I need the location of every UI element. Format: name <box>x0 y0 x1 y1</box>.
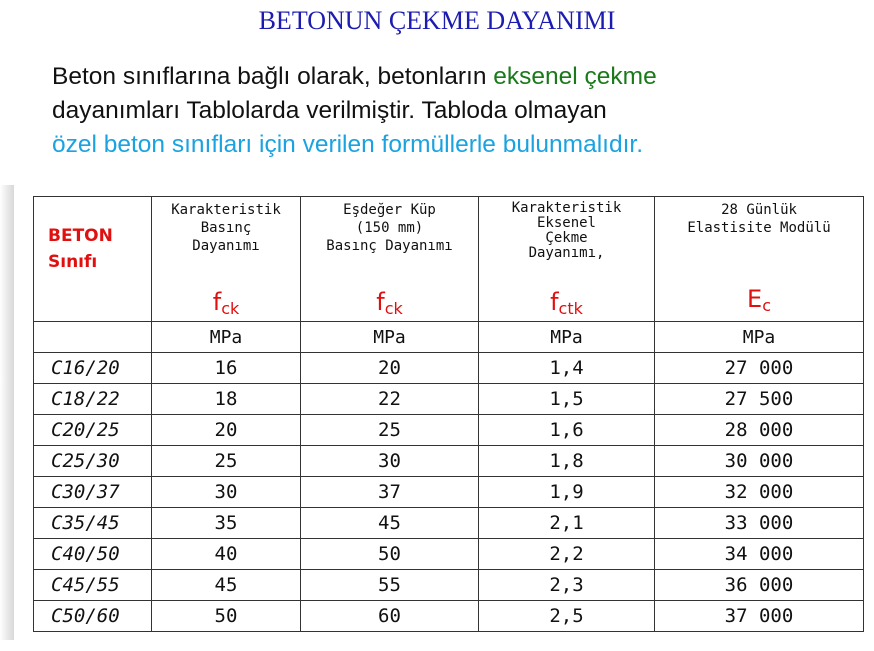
table-row <box>34 353 864 384</box>
value-cell: 2,3 <box>479 570 655 601</box>
header-desc: Eşdeğer Küp (150 mm) Basınç Dayanımı <box>326 202 453 254</box>
value-cell: 55 <box>301 570 479 601</box>
concrete-class-cell: C50/60 <box>34 601 152 632</box>
concrete-class-cell: C20/25 <box>34 415 152 446</box>
table-row <box>34 477 864 508</box>
intro-line-1 <box>52 60 852 94</box>
value-cell: 2,2 <box>479 539 655 570</box>
value-cell: 36 000 <box>655 570 864 601</box>
value-cell: 1,9 <box>479 477 655 508</box>
unit-cell: MPa <box>655 322 864 353</box>
concrete-class-cell: C30/37 <box>34 477 152 508</box>
header-desc: Karakteristik Basınç Dayanımı <box>171 202 281 254</box>
value-cell: 1,8 <box>479 446 655 477</box>
value-cell: 50 <box>152 601 301 632</box>
concrete-class-cell: C35/45 <box>34 508 152 539</box>
beton-class-label: BETON Sınıfı <box>48 226 113 272</box>
table-row <box>34 446 864 477</box>
value-cell: 40 <box>152 539 301 570</box>
header-fck-cube <box>301 197 479 322</box>
value-cell: 34 000 <box>655 539 864 570</box>
table-row <box>34 384 864 415</box>
value-cell: 18 <box>152 384 301 415</box>
table-row <box>34 601 864 632</box>
value-cell: 45 <box>301 508 479 539</box>
header-symbol: $f_{ck}$ <box>212 288 240 318</box>
intro-line-3-highlight: özel beton sınıfları için verilen formüllerle bulunmalıdır. <box>52 131 644 158</box>
concrete-class-cell: C40/50 <box>34 539 152 570</box>
header-symbol: $E_c$ <box>747 285 771 315</box>
highlight-green: eksenel çekme <box>493 63 657 90</box>
unit-cell: MPa <box>301 322 479 353</box>
concrete-class-cell: C45/55 <box>34 570 152 601</box>
value-cell: 20 <box>152 415 301 446</box>
value-cell: 30 000 <box>655 446 864 477</box>
left-edge-shadow <box>0 185 14 640</box>
value-cell: 1,5 <box>479 384 655 415</box>
header-symbol: $f_{ck}$ <box>376 288 403 318</box>
value-cell: 22 <box>301 384 479 415</box>
value-cell: 27 500 <box>655 384 864 415</box>
value-cell: 28 000 <box>655 415 864 446</box>
value-cell: 60 <box>301 601 479 632</box>
header-ec <box>655 197 864 322</box>
table-row <box>34 508 864 539</box>
value-cell: 30 <box>301 446 479 477</box>
concrete-strength-table <box>33 196 864 632</box>
concrete-class-cell: C25/30 <box>34 446 152 477</box>
value-cell: 2,5 <box>479 601 655 632</box>
table-body <box>34 353 864 632</box>
header-desc: 28 Günlük Elastisite Modülü <box>687 202 831 236</box>
value-cell: 20 <box>301 353 479 384</box>
table-row <box>34 539 864 570</box>
unit-cell-empty <box>34 322 152 353</box>
header-symbol: $f_{ctk}$ <box>550 288 583 318</box>
value-cell: 2,1 <box>479 508 655 539</box>
value-cell: 45 <box>152 570 301 601</box>
value-cell: 16 <box>152 353 301 384</box>
value-cell: 35 <box>152 508 301 539</box>
value-cell: 37 000 <box>655 601 864 632</box>
value-cell: 25 <box>152 446 301 477</box>
unit-row <box>34 322 864 353</box>
value-cell: 37 <box>301 477 479 508</box>
value-cell: 1,4 <box>479 353 655 384</box>
intro-line-2: dayanımları Tablolarda verilmiştir. Tabloda olmayan <box>52 97 607 124</box>
value-cell: 30 <box>152 477 301 508</box>
unit-cell: MPa <box>152 322 301 353</box>
intro-paragraph <box>52 60 852 162</box>
intro-text: Beton sınıflarına bağlı olarak, betonların <box>52 63 494 90</box>
header-fck <box>152 197 301 322</box>
concrete-class-cell: C18/22 <box>34 384 152 415</box>
table-row <box>34 570 864 601</box>
value-cell: 32 000 <box>655 477 864 508</box>
header-row <box>34 197 864 322</box>
unit-cell: MPa <box>479 322 655 353</box>
value-cell: 25 <box>301 415 479 446</box>
header-desc: Karakteristik Eksenel Çekme Dayanımı, <box>511 200 622 261</box>
header-beton-class <box>34 197 152 322</box>
value-cell: 33 000 <box>655 508 864 539</box>
page-title: BETONUN ÇEKME DAYANIMI <box>258 6 616 35</box>
value-cell: 27 000 <box>655 353 864 384</box>
concrete-class-cell: C16/20 <box>34 353 152 384</box>
value-cell: 1,6 <box>479 415 655 446</box>
header-fctk <box>479 197 655 322</box>
value-cell: 50 <box>301 539 479 570</box>
table-row <box>34 415 864 446</box>
